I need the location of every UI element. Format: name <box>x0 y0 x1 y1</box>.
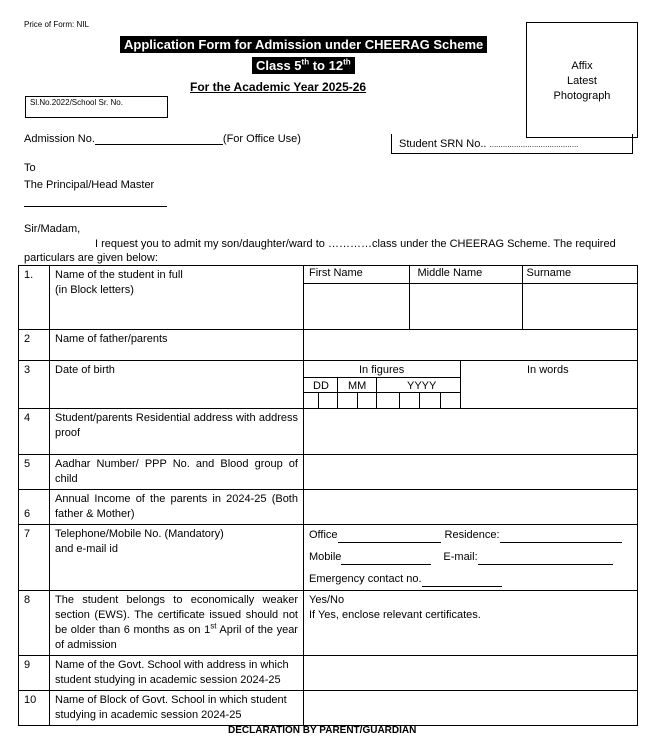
father-name-field[interactable] <box>304 330 638 361</box>
surname-header: Surname <box>522 266 637 283</box>
sl-no-label: Sl.No.2022/School Sr. No. <box>30 98 123 107</box>
emergency-label: Emergency contact no. <box>309 573 422 585</box>
table-row <box>19 591 638 656</box>
table-row <box>19 330 638 361</box>
row-number: 9 <box>19 656 50 691</box>
first-name-header: First Name <box>304 266 409 283</box>
govt-school-field[interactable] <box>304 656 638 691</box>
row-label: The student belongs to economically weaker section (EWS). The certificate issued should not be older than 6 months as on 1st April of the year of admission <box>50 591 304 656</box>
srn-box[interactable] <box>391 134 633 154</box>
row-number: 8 <box>19 591 50 656</box>
row-number: 2 <box>19 330 50 361</box>
aadhar-field[interactable] <box>304 455 638 490</box>
sl-no-box[interactable] <box>25 96 168 118</box>
salutation: Sir/Madam, <box>24 223 81 235</box>
addressee-line[interactable] <box>24 206 167 207</box>
particulars-table <box>18 265 638 726</box>
table-row <box>19 455 638 490</box>
srn-dots: ........................................ <box>489 140 579 149</box>
addressee <box>24 160 154 194</box>
row-number: 4 <box>19 409 50 455</box>
email-label: E-mail: <box>443 551 478 563</box>
principal-label: The Principal/Head Master <box>24 179 155 191</box>
dob-figures-input[interactable] <box>304 393 460 408</box>
emergency-field[interactable] <box>422 586 502 587</box>
dob-figures-label: In figures <box>359 364 405 376</box>
row-label: Aadhar Number/ PPP No. and Blood group of child <box>50 455 304 490</box>
table-row <box>19 691 638 726</box>
block-field[interactable] <box>304 691 638 726</box>
residence-phone-field[interactable] <box>500 542 622 543</box>
address-field[interactable] <box>304 409 638 455</box>
ews-cell[interactable] <box>304 591 638 656</box>
row-label: Name of Block of Govt. School in which student studying in academic session 2024-25 <box>50 691 304 726</box>
dob-words-input[interactable] <box>461 378 637 408</box>
table-row <box>19 525 638 591</box>
income-field[interactable] <box>304 490 638 525</box>
table-row <box>19 361 638 409</box>
dob-dd-label: DD <box>313 380 329 392</box>
admission-row <box>24 133 301 145</box>
class-range: Class 5th to 12th <box>252 57 355 74</box>
office-phone-field[interactable] <box>338 542 441 543</box>
contact-cell <box>304 525 638 591</box>
middle-name-header: Middle Name <box>409 266 522 283</box>
dob-yyyy-label: YYYY <box>407 380 437 392</box>
admission-label: Admission No. <box>24 133 95 145</box>
ews-yesno: Yes/No <box>309 594 345 606</box>
mobile-field[interactable] <box>341 564 431 565</box>
row-number: 7 <box>19 525 50 591</box>
table-row <box>19 409 638 455</box>
row-label: Telephone/Mobile No. (Mandatory) and e-mail id <box>50 525 304 591</box>
mobile-label: Mobile <box>309 551 342 563</box>
residence-label: Residence: <box>444 529 500 541</box>
price-of-form: Price of Form: NIL <box>24 20 89 29</box>
dob-words-label: In words <box>527 364 569 376</box>
photo-line-3: Photograph <box>553 90 611 102</box>
form-title: Application Form for Admission under CHEERAG Scheme <box>120 36 487 53</box>
student-name-cell <box>304 266 638 330</box>
surname-field[interactable] <box>522 283 637 329</box>
row-label: Name of father/parents <box>50 330 304 361</box>
row-number: 5 <box>19 455 50 490</box>
photo-line-2: Latest <box>567 75 597 87</box>
table-row <box>19 656 638 691</box>
email-field[interactable] <box>478 564 613 565</box>
office-label: Office <box>309 529 338 541</box>
row-label: Date of birth <box>50 361 304 409</box>
first-name-field[interactable] <box>304 283 409 329</box>
admission-no-field[interactable] <box>95 144 223 145</box>
row-number: 1. <box>19 266 50 330</box>
table-row <box>19 266 638 330</box>
ews-note: If Yes, enclose relevant certificates. <box>309 609 481 621</box>
row-number: 10 <box>19 691 50 726</box>
middle-name-field[interactable] <box>409 283 522 329</box>
row-label: Name of the Govt. School with address in which student studying in academic session 2024-25 <box>50 656 304 691</box>
photo-box[interactable] <box>526 22 638 138</box>
row-label: Name of the student in full (in Block letters) <box>50 266 304 330</box>
request-line-1: I request you to admit my son/daughter/ward to …………class under the CHEERAG Scheme. The required <box>95 238 616 250</box>
to-label: To <box>24 162 36 174</box>
dob-cell <box>304 361 638 409</box>
row-number: 6 <box>19 490 50 525</box>
row-label: Annual Income of the parents in 2024-25 (Both father & Mother) <box>50 490 304 525</box>
srn-label: Student SRN No.. <box>399 138 490 150</box>
dob-mm-label: MM <box>348 380 367 392</box>
admission-note: (For Office Use) <box>222 133 301 145</box>
table-row <box>19 490 638 525</box>
declaration-heading: DECLARATION BY PARENT/GUARDIAN <box>228 725 417 736</box>
academic-year: For the Academic Year 2025-26 <box>190 80 367 94</box>
row-label: Student/parents Residential address with address proof <box>50 409 304 455</box>
photo-line-1: Affix <box>571 60 593 72</box>
row-number: 3 <box>19 361 50 409</box>
request-line-2: particulars are given below: <box>24 252 158 264</box>
